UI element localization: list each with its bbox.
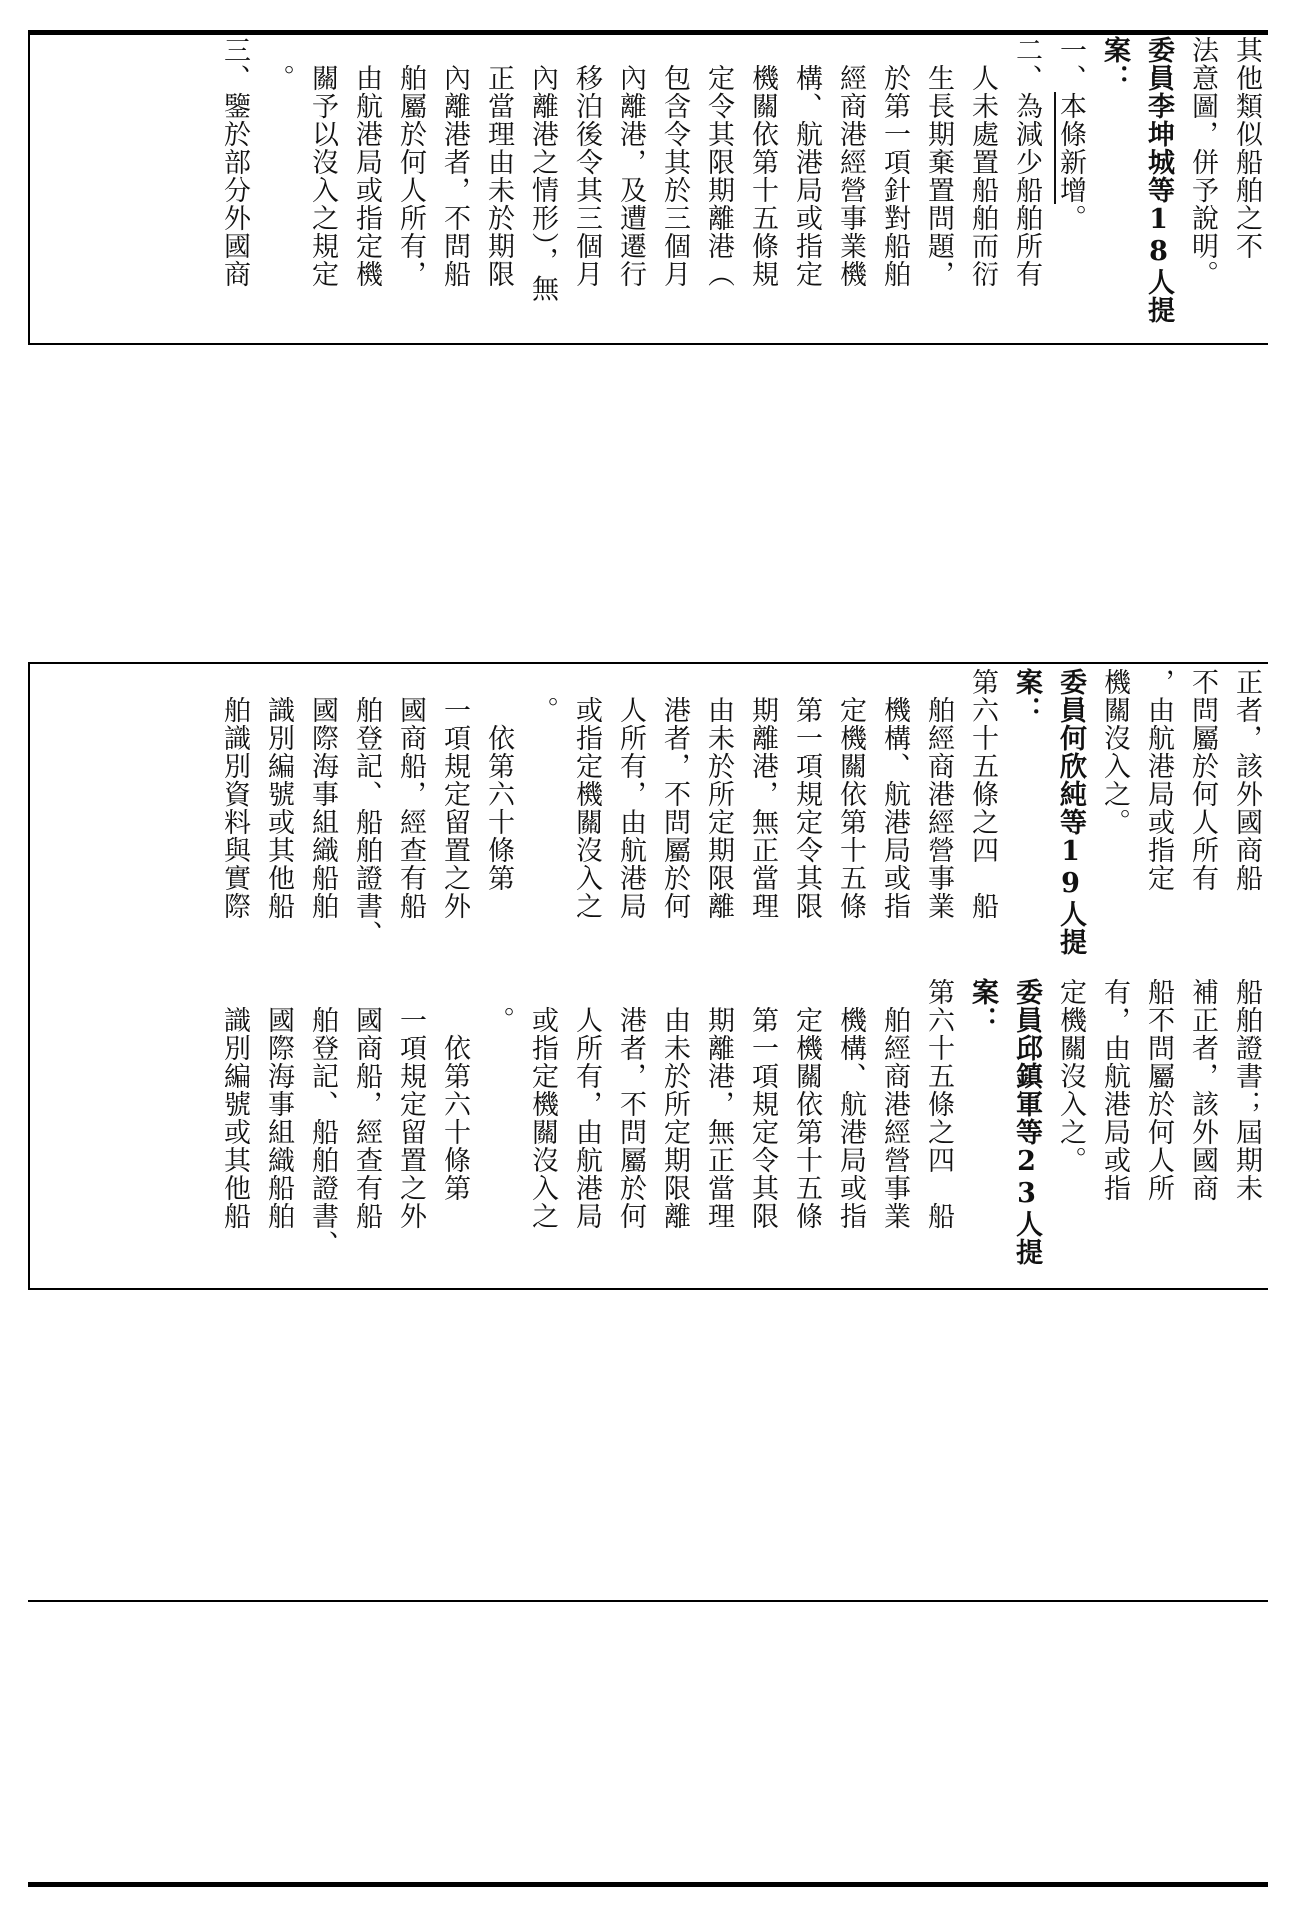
text-line: 船舶證書；屆期未 [1231, 978, 1262, 1202]
text-line: 由未於所定期限離 [659, 978, 690, 1230]
text-line: 機構、航港局或指 [879, 668, 910, 920]
text-line: 機構、航港局或指 [835, 978, 866, 1230]
text-line: 構、航港局或指定 [791, 36, 822, 288]
text-line: 定機關沒入之。 [1055, 978, 1086, 1174]
band-empty-bottom-rule [28, 1600, 1268, 1602]
text-line: 。 [263, 36, 294, 92]
text-line: 正當理由未於期限 [483, 36, 514, 288]
text-line: 由航港局或指定機 [351, 36, 382, 288]
text-line: 定機關依第十五條 [791, 978, 822, 1230]
text-line: 不問屬於何人所有 [1187, 668, 1218, 892]
text-line: 國商船，經查有船 [395, 668, 426, 920]
text-line: 舶經商港經營事業 [879, 978, 910, 1230]
text-line: 其他類似船舶之不 [1231, 36, 1262, 260]
text-line: 港者，不問屬於何 [659, 668, 690, 920]
text-line: 期離港，無正當理 [703, 978, 734, 1230]
text-line: 機關沒入之。 [1099, 668, 1130, 836]
text-line: 內離港者，不問船 [439, 36, 470, 288]
text-line: 補正者，該外國商 [1187, 978, 1218, 1202]
text-line: 移泊後令其三個月 [571, 36, 602, 288]
text-line: 定機關依第十五條 [835, 668, 866, 920]
text-line: 人所有，由航港局 [571, 978, 602, 1230]
text-line: 一項規定留置之外 [395, 978, 426, 1230]
text-line: 法意圖，併予說明。 [1187, 36, 1218, 288]
text-line: 包含令其於三個月 [659, 36, 690, 288]
text-line: 人所有，由航港局 [615, 668, 646, 920]
text-line: 港者，不問屬於何 [615, 978, 646, 1230]
proposer-heading-line: 委員邱鎮軍等23人提 [1011, 978, 1042, 1266]
text-line: 內離港，及遭遷行 [615, 36, 646, 288]
text-line: 第六十五條之四 船 [967, 668, 998, 920]
top-border-rule [28, 30, 1268, 35]
text-line: ，由航港局或指定 [1143, 668, 1174, 892]
text-line: 或指定機關沒入之 [527, 978, 558, 1230]
text-line: 舶識別資料與實際 [219, 668, 250, 920]
proposer-heading-line: 案： [1011, 668, 1042, 724]
text-line: 舶登記、船舶證書、 [307, 978, 338, 1258]
text-line: 人未處置船舶而衍 [967, 36, 998, 288]
text-line: 識別編號或其他船 [263, 668, 294, 920]
text-line: 有，由航港局或指 [1099, 978, 1130, 1202]
text-line: 依第六十條第 [483, 668, 514, 892]
bottom-border-rule [28, 1882, 1268, 1887]
underlined-phrase: 本條新增 [1055, 92, 1086, 204]
text-line: 依第六十條第 [439, 978, 470, 1202]
band-middle-top-rule [28, 662, 1268, 664]
proposer-heading-line: 案： [1099, 36, 1130, 92]
text-line: 關予以沒入之規定 [307, 36, 338, 288]
text-line: 。 [483, 978, 514, 1034]
vertical-text-block [212, 668, 1268, 968]
text-line: 機關依第十五條規 [747, 36, 778, 288]
text-band-lower [28, 978, 1268, 1284]
text-line: 一項規定留置之外 [439, 668, 470, 920]
text-line: 二、為減少船舶所有 [1011, 36, 1042, 288]
text-line: 第一項規定令其限 [791, 668, 822, 920]
text-line: 或指定機關沒入之 [571, 668, 602, 920]
proposer-heading-line: 案： [967, 978, 998, 1034]
text-line: 生長期棄置問題， [923, 36, 954, 288]
vertical-text-block [212, 36, 1268, 341]
text-line: 內離港之情形），無 [527, 36, 558, 303]
text-line: 於第一項針對船舶 [879, 36, 910, 288]
text-line: 一、本條新增。 [1055, 36, 1086, 232]
text-line: 舶登記、船舶證書、 [351, 668, 382, 948]
text-line: 由未於所定期限離 [703, 668, 734, 920]
band-lower-bottom-rule [28, 1288, 1268, 1290]
text-line: 正者，該外國商船 [1231, 668, 1262, 892]
proposer-heading-line: 委員何欣純等19人提 [1055, 668, 1086, 956]
text-line: 經商港經營事業機 [835, 36, 866, 288]
text-line: 第六十五條之四 船 [923, 978, 954, 1230]
text-line: 定令其限期離港（ [703, 36, 734, 288]
vertical-text-block [212, 978, 1268, 1284]
text-line: 國際海事組織船舶 [307, 668, 338, 920]
text-line: 舶經商港經營事業 [923, 668, 954, 920]
text-line: 三、鑒於部分外國商 [219, 36, 250, 288]
proposer-heading-line: 委員李坤城等18人提 [1143, 36, 1174, 324]
text-line: 。 [527, 668, 558, 724]
band-top-bottom-rule [28, 343, 1268, 345]
text-line: 期離港，無正當理 [747, 668, 778, 920]
text-line: 國際海事組織船舶 [263, 978, 294, 1230]
text-band-middle [28, 668, 1268, 968]
text-line: 舶屬於何人所有， [395, 36, 426, 288]
text-line: 第一項規定令其限 [747, 978, 778, 1230]
text-line: 識別編號或其他船 [219, 978, 250, 1230]
text-line: 船不問屬於何人所 [1143, 978, 1174, 1202]
text-band-top [28, 36, 1268, 341]
text-line: 國商船，經查有船 [351, 978, 382, 1230]
